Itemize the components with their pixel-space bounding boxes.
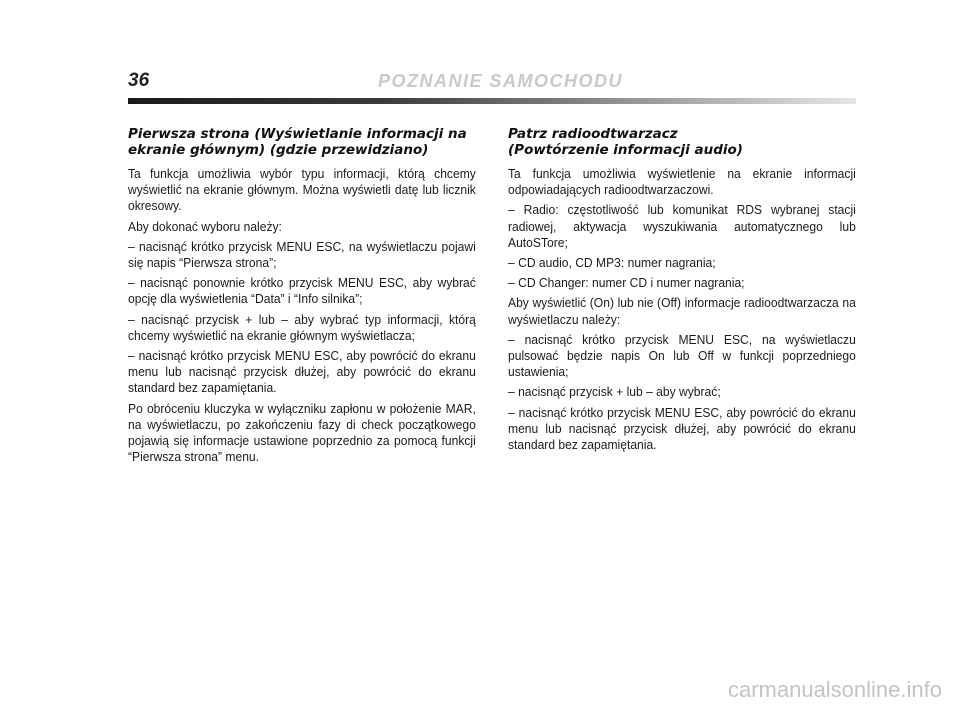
right-paragraph-8: – nacisnąć krótko przycisk MENU ESC, aby powrócić do ekranu menu lub nacisnąć przycisk dłużej, aby powrócić do ekranu standard bez zapamiętania. <box>508 404 856 453</box>
right-paragraph-2: – Radio: częstotliwość lub komunikat RDS wybranej stacji radiowej, aktywacja wyszukiwania automatycznego lub AutoSTore; <box>508 202 856 250</box>
right-paragraph-6: – nacisnąć krótko przycisk MENU ESC, na wyświetlaczu pulsować będzie napis On lub Off w funkcji poprzedniego ustawienia; <box>508 331 856 380</box>
left-heading-line-2: ekranie głównym) (gdzie przewidziano) <box>128 142 429 158</box>
page-number: 36 <box>128 70 150 91</box>
right-paragraph-1: Ta funkcja umożliwia wyświetlenie na ekranie informacji odpowiadających radioodtwarzaczowi. <box>508 166 856 198</box>
left-paragraph-5: – nacisnąć przycisk + lub – aby wybrać typ informacji, którą chcemy wyświetlić na ekranie głównym wyświetlacza; <box>128 311 476 343</box>
section-title: POZNANIE SAMOCHODU <box>378 71 624 91</box>
left-heading-line-1: Pierwsza strona (Wyświetlanie informacji na <box>128 126 467 142</box>
left-paragraph-4: – nacisnąć ponownie krótko przycisk MENU ESC, aby wybrać opcję dla wyświetlenia “Data” i “Info silnika”; <box>128 275 476 307</box>
left-paragraph-2: Aby dokonać wyboru należy: <box>128 218 282 234</box>
left-paragraph-7: Po obróceniu kluczyka w wyłączniku zapłonu w położenie MAR, na wyświetlaczu, po zakończeniu fazy di check początkowego pojawią się informacje ustawione poprzednio za pomocą funkcji “Pierwsza strona” menu. <box>128 400 476 465</box>
right-paragraph-4: – CD Changer: numer CD i numer nagrania; <box>508 275 745 291</box>
right-heading-line-2: (Powtórzenie informacji audio) <box>508 142 743 158</box>
left-column-heading <box>128 126 476 158</box>
watermark: carmanualsonline.info <box>727 677 942 702</box>
left-paragraph-3: – nacisnąć krótko przycisk MENU ESC, na wyświetlaczu pojawi się napis “Pierwsza strona”; <box>128 238 476 271</box>
right-paragraph-7: – nacisnąć przycisk + lub – aby wybrać; <box>508 384 721 400</box>
right-heading-line-1: Patrz radioodtwarzacz <box>508 126 678 142</box>
right-paragraph-5: Aby wyświetlić (On) lub nie (Off) informacje radioodtwarzacza na wyświetlaczu należy: <box>508 295 856 327</box>
left-paragraph-6: – nacisnąć krótko przycisk MENU ESC, aby powrócić do ekranu menu lub nacisnąć przycisk dłużej, aby powrócić do ekranu standard bez zapamiętania. <box>128 348 476 396</box>
header-rule <box>128 98 856 104</box>
right-column-heading <box>508 126 856 158</box>
right-paragraph-3: – CD audio, CD MP3: numer nagrania; <box>508 255 716 271</box>
left-column <box>128 126 476 469</box>
right-column <box>508 126 856 457</box>
left-paragraph-1: Ta funkcja umożliwia wybór typu informacji, którą chcemy wyświetlić na ekranie głównym. Można wyświetli datę lub licznik okresowy. <box>128 166 476 214</box>
